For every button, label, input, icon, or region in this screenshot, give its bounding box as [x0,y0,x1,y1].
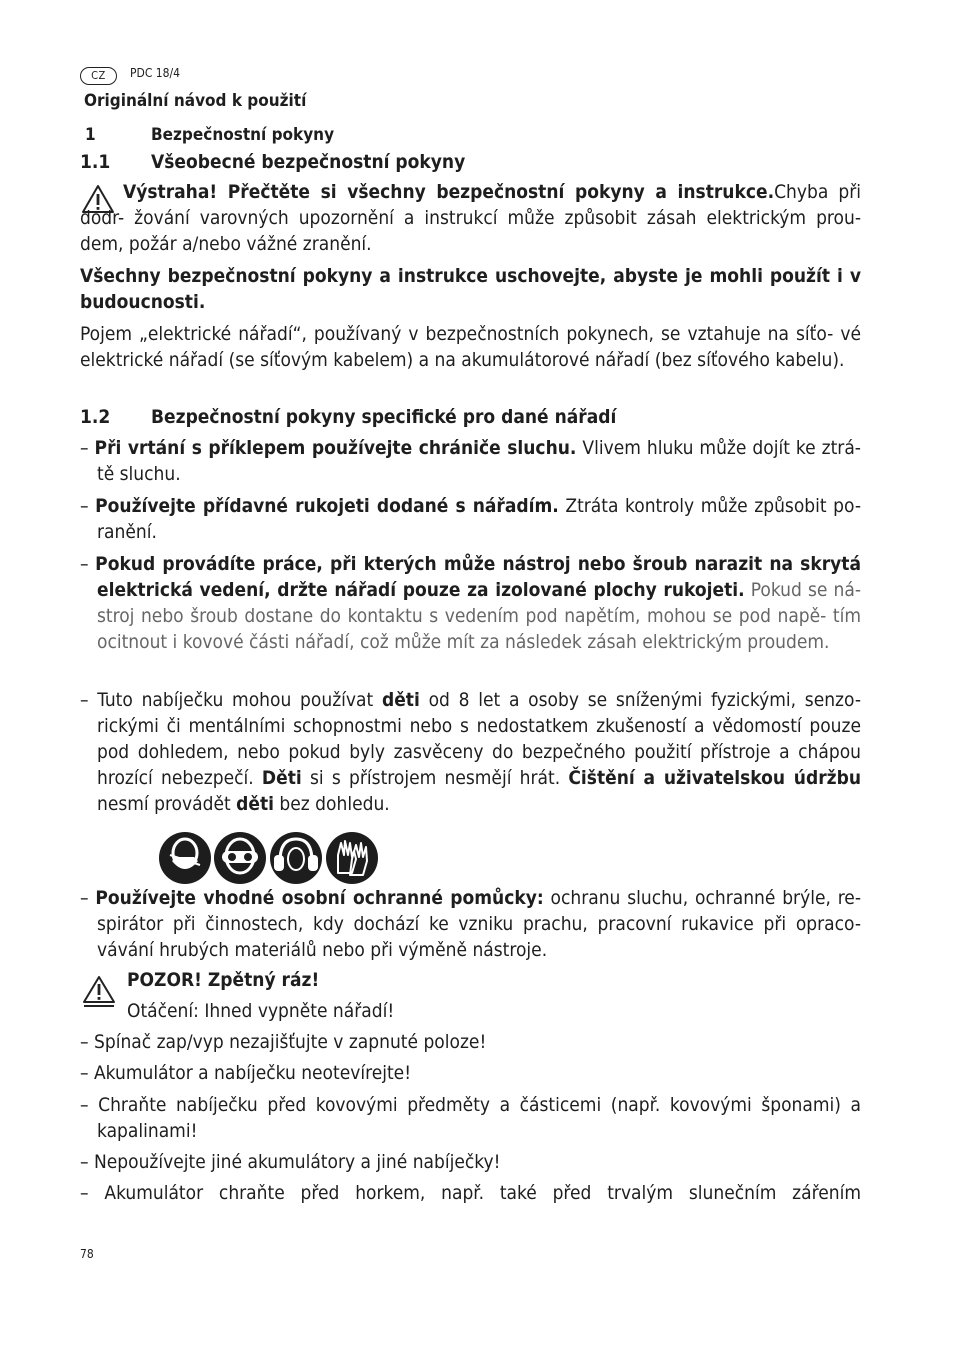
kickback-warning-text: Otáčení: Ihned vypněte nářadí! [127,1000,395,1022]
ear-protection-icon [270,832,322,884]
section-title: Bezpečnostní pokyny [151,125,335,145]
list-item: – Používejte přídavné rukojeti dodané s nářadím. Ztráta kontroly může způsobit po- ranění. [80,495,861,543]
subsection-number: 1.1 [80,151,111,173]
safety-goggles-icon [214,832,266,884]
list-item: – Nepoužívejte jiné akumulátory a jiné nabíječky! [80,1151,501,1173]
ppe-pictograms [158,831,380,885]
list-item: – Akumulátor a nabíječku neotevírejte! [80,1062,412,1084]
list-item: – Tuto nabíječku mohou používat děti od 8 let a osoby se sníženými fyzickými, senzo- rickými či mentálními schopnostmi nebo s nedostatkem zkušeností a vědomostí pouze pod dohledem, nebo pokud byly zasvěceny do bezpečného použití přístroje a chápou hrozící nebezpečí. Děti si s přístrojem nesmějí hrát. Čištění a uživatelskou údržbu nesmí provádět děti bez dohledu. [80,689,861,815]
page-number: 78 [80,1247,94,1261]
subsection-number: 1.2 [80,406,111,428]
section-number: 1 [85,125,96,145]
respirator-icon [159,832,211,884]
warning-triangle-icon [81,975,117,1009]
gloves-icon [326,832,378,884]
general-warning: Výstraha! Přečtěte si všechny bezpečnostní pokyny a instrukce.Chyba při dodr- žování varovných upozornění a instrukcí může způsobit zásah elektrickým prou- dem, požár a/nebo vážné zranění. [80,181,861,255]
list-item: – Akumulátor chraňte před horkem, např. také před trvalým slunečním zářením [80,1182,861,1204]
definition-paragraph: Pojem „elektrické nářadí“, používaný v bezpečnostních pokynech, se vztahuje na síťo- vé elektrické nářadí (se síťovým kabelem) a na akumulátorové nářadí (bez síťového kabelu). [80,323,861,371]
subsection-title: Všeobecné bezpečnostní pokyny [151,151,466,173]
list-item: – Chraňte nabíječku před kovovými předměty a částicemi (např. kovovými šponami) a kapalinami! [80,1094,861,1142]
subsection-title: Bezpečnostní pokyny specifické pro dané nářadí [151,406,617,428]
country-badge: CZ [80,67,117,85]
kickback-warning-title: POZOR! Zpětný ráz! [127,969,320,991]
list-item: – Pokud provádíte práce, při kterých může nástroj nebo šroub narazit na skrytá elektrická vedení, držte nářadí pouze za izolované plochy rukojeti. Pokud se ná- stroj nebo šroub dostane do kontaktu s vedením pod napětím, mohou se pod napě- tím ocitnout i kovové části nářadí, což může mít za následek zásah elektrickým proudem. [80,553,861,653]
page-title: Originální návod k použití [84,91,307,111]
keep-instructions-note: Všechny bezpečnostní pokyny a instrukce uschovejte, abyste je mohli použít i v budoucnosti. [80,265,861,313]
list-item: – Spínač zap/vyp nezajišťujte v zapnuté poloze! [80,1031,487,1053]
list-item: – Při vrtání s příklepem používejte chrániče sluchu. Vlivem hluku může dojít ke ztrá- tě sluchu. [80,437,861,485]
list-item: – Používejte vhodné osobní ochranné pomůcky: ochranu sluchu, ochranné brýle, re- spirátor při činnostech, kdy dochází ke vzniku prachu, pracovní rukavice při opraco- vávání hrubých materiálů nebo při výměně nástroje. [80,887,862,961]
model-label: PDC 18/4 [130,66,181,80]
